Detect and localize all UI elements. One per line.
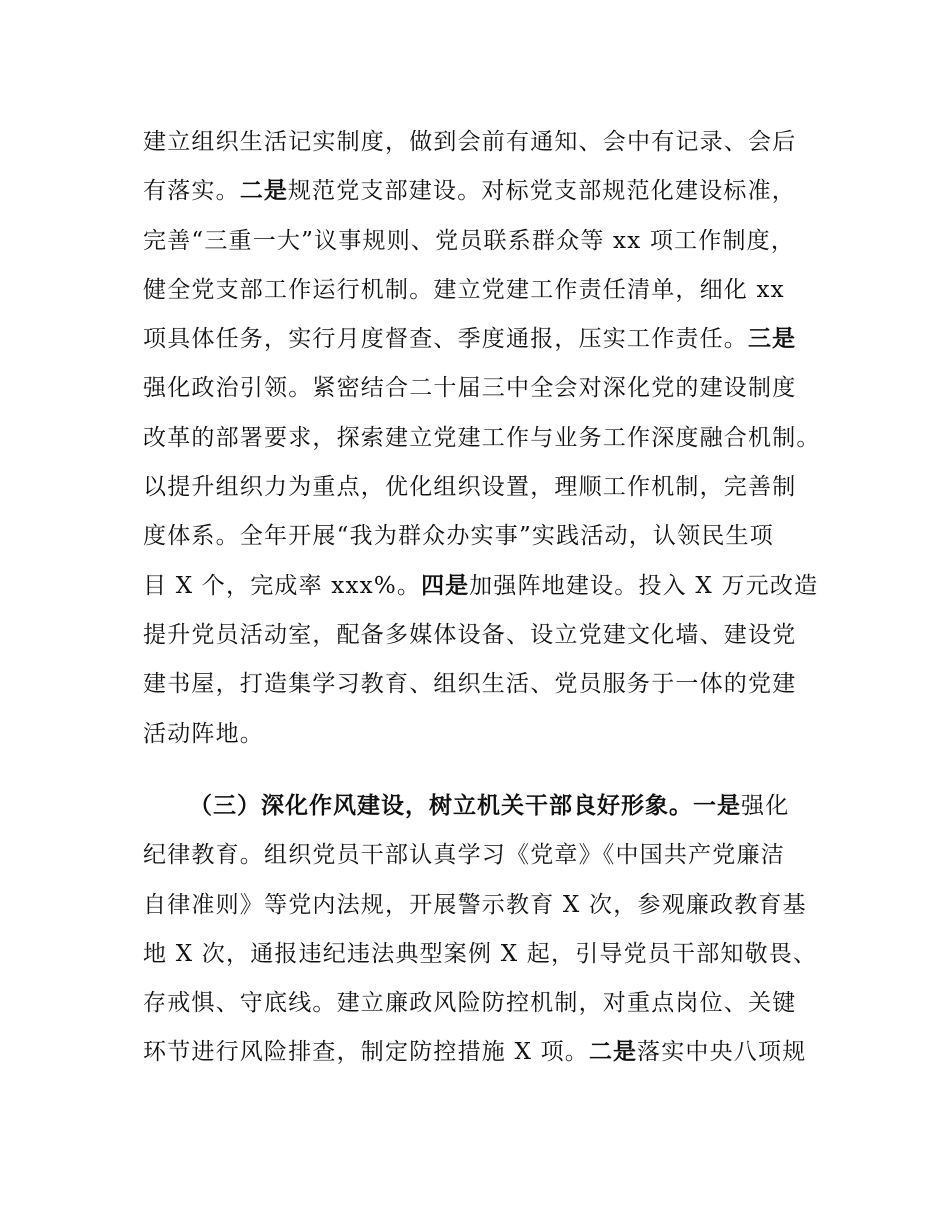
paragraph-work-style-building bbox=[143, 782, 823, 1078]
text-run: 以提升组织力为重点，优化组织设置，理顺工作机制，完善制 bbox=[143, 474, 797, 501]
text-line bbox=[143, 118, 823, 167]
text-run: 自律准则》等党内法规，开展警示教育 X 次，参观廉政教育基 bbox=[143, 891, 807, 918]
text-line bbox=[143, 512, 823, 561]
bold-marker: 二是 bbox=[589, 1039, 637, 1066]
bold-marker: 三是 bbox=[748, 326, 796, 353]
bold-marker: 二是 bbox=[239, 178, 288, 205]
text-line bbox=[143, 611, 823, 660]
text-line bbox=[143, 930, 823, 979]
text-line bbox=[143, 710, 823, 759]
text-line bbox=[143, 364, 823, 413]
text-run: 完善“三重一大”议事规则、党员联系群众等 xx 项工作制度， bbox=[143, 227, 796, 254]
text-line bbox=[143, 979, 823, 1028]
text-line bbox=[143, 414, 823, 463]
text-run: 建立组织生活记实制度，做到会前有通知、会中有记录、会后 bbox=[143, 129, 797, 155]
section-heading: （三）深化作风建设，树立机关干部良好形象。 bbox=[189, 793, 693, 819]
text-line bbox=[143, 660, 823, 709]
text-run: 存戒惧、守底线。建立廉政风险防控机制，对重点岗位、关键 bbox=[143, 990, 797, 1017]
text-run: 建书屋，打造集学习教育、组织生活、党员服务于一体的党建 bbox=[143, 671, 797, 698]
text-run: 环节进行风险排查，制定防控措施 X 项。 bbox=[143, 1039, 589, 1066]
text-run: 项具体任务，实行月度督查、季度通报，压实工作责任。 bbox=[143, 326, 748, 353]
text-run: 目 X 个，完成率 xxx%。 bbox=[143, 572, 422, 599]
text-run: 加强阵地建设。投入 X 万元改造 bbox=[469, 572, 819, 599]
text-line bbox=[143, 266, 823, 315]
text-run: 规范党支部建设。对标党支部规范化建设标准， bbox=[287, 178, 797, 205]
bold-marker: 一是 bbox=[693, 793, 741, 819]
text-line bbox=[143, 831, 823, 880]
text-run: 落实中央八项规 bbox=[637, 1039, 807, 1066]
text-line bbox=[143, 217, 823, 266]
text-line bbox=[143, 167, 823, 216]
text-run: 度体系。全年开展“我为群众办实事”实践活动，认领民生项 bbox=[143, 523, 774, 550]
text-run: 提升党员活动室，配备多媒体设备、设立党建文化墙、建设党 bbox=[143, 621, 797, 648]
text-run: 强化政治引领。紧密结合二十届三中全会对深化党的建设制度 bbox=[143, 375, 797, 402]
text-run: 活动阵地。 bbox=[143, 720, 264, 747]
text-line bbox=[143, 1028, 823, 1077]
text-run: 改革的部署要求，探索建立党建工作与业务工作深度融合机制。 bbox=[143, 424, 821, 451]
text-line bbox=[143, 315, 823, 364]
text-run: 健全党支部工作运行机制。建立党建工作责任清单，细化 xx bbox=[143, 276, 785, 303]
text-run: 强化 bbox=[741, 793, 790, 819]
text-run: 纪律教育。组织党员干部认真学习《党章》《中国共产党廉洁 bbox=[143, 842, 785, 869]
paragraph-party-branch-building bbox=[143, 118, 823, 759]
text-run: 有落实。 bbox=[143, 178, 240, 205]
section-heading-line bbox=[143, 782, 823, 831]
bold-marker: 四是 bbox=[421, 572, 470, 599]
text-run: 地 X 次，通报违纪违法典型案例 X 起，引导党员干部知敬畏、 bbox=[143, 940, 818, 967]
text-line bbox=[143, 881, 823, 930]
text-line bbox=[143, 562, 823, 611]
text-line bbox=[143, 463, 823, 512]
